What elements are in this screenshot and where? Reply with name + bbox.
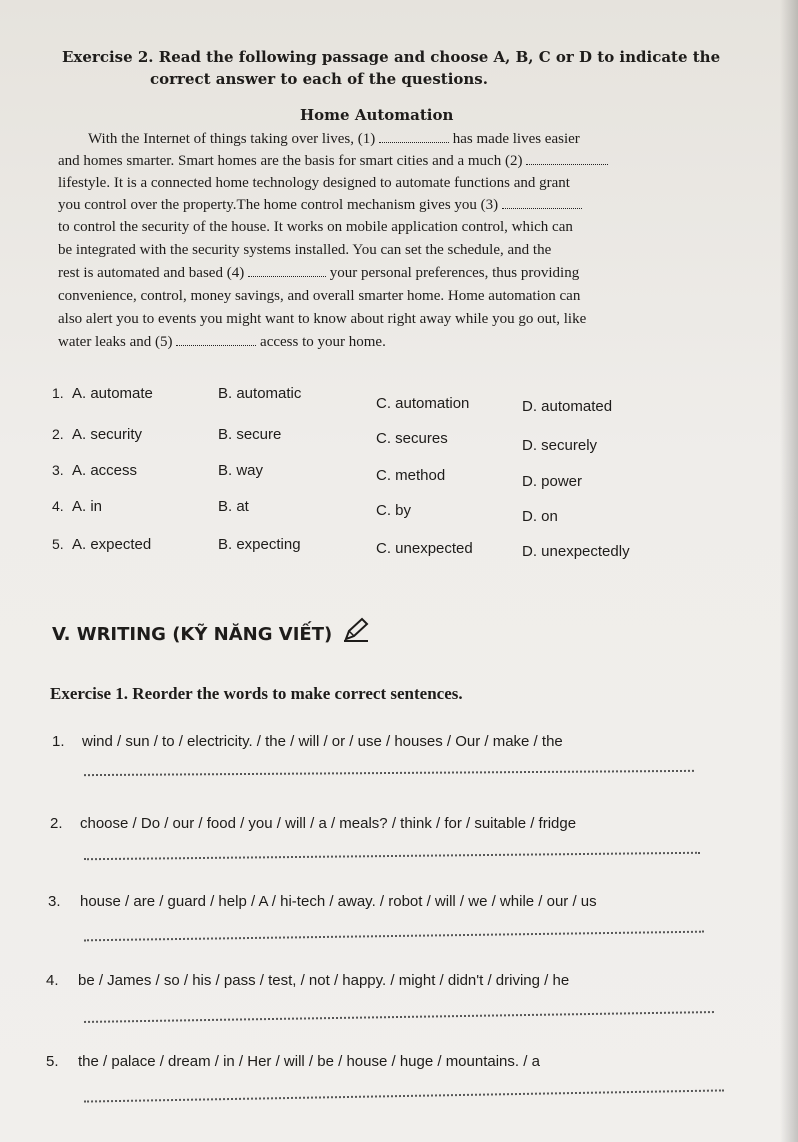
option-c[interactable]: C. unexpected	[376, 540, 473, 557]
answer-line[interactable]	[84, 931, 704, 942]
blank-5[interactable]	[176, 345, 256, 346]
passage-line: and homes smarter. Smart homes are the basis for smart cities and a much (2)	[58, 152, 608, 170]
option-d[interactable]: D. securely	[522, 437, 598, 454]
page-edge-shadow	[780, 0, 798, 1142]
option-b[interactable]: B. way	[218, 462, 264, 479]
blank-3[interactable]	[502, 208, 582, 209]
pencil-icon	[340, 615, 372, 645]
answer-line[interactable]	[84, 852, 700, 860]
option-a[interactable]: A. expected	[72, 536, 152, 553]
option-b[interactable]: B. at	[218, 498, 249, 515]
sentence-number: 3.	[48, 893, 61, 910]
sentence-words: wind / sun / to / electricity. / the / will / or / use / houses / Our / make / the	[82, 733, 563, 750]
question-number: 2.	[52, 426, 64, 442]
option-c[interactable]: C. secures	[376, 430, 448, 447]
passage-line: water leaks and (5) access to your home.	[58, 334, 386, 350]
option-c[interactable]: C. automation	[376, 395, 470, 412]
option-d[interactable]: D. unexpectedly	[522, 543, 630, 560]
sentence-number: 5.	[46, 1053, 59, 1070]
question-number: 3.	[52, 462, 64, 478]
passage-line: With the Internet of things taking over lives, (1) has made lives easier	[88, 131, 580, 147]
question-number: 1.	[52, 385, 64, 401]
option-a[interactable]: A. in	[72, 498, 103, 515]
exercise-2-title: Exercise 2. Read the following passage and choose A, B, C or D to indicate the	[62, 48, 721, 66]
option-b[interactable]: B. secure	[218, 426, 282, 443]
sentence-words: be / James / so / his / pass / test, / not / happy. / might / didn't / driving / he	[78, 972, 570, 989]
blank-4[interactable]	[248, 276, 326, 277]
sentence-number: 2.	[50, 815, 63, 832]
option-a[interactable]: A. security	[72, 426, 143, 443]
passage-line: also alert you to events you might want to know about right away while you go out, like	[58, 311, 587, 327]
sentence-words: the / palace / dream / in / Her / will / be / house / huge / mountains. / a	[78, 1053, 540, 1070]
blank-1[interactable]	[379, 142, 449, 143]
blank-2[interactable]	[526, 164, 608, 165]
sentence-number: 1.	[52, 733, 65, 750]
passage-line: lifestyle. It is a connected home technology designed to automate functions and grant	[58, 175, 570, 191]
passage-title: Home Automation	[300, 106, 454, 124]
question-number: 4.	[52, 498, 64, 514]
option-c[interactable]: C. by	[376, 502, 412, 519]
option-b[interactable]: B. expecting	[218, 536, 301, 553]
option-b[interactable]: B. automatic	[218, 385, 302, 402]
option-d[interactable]: D. on	[522, 508, 558, 525]
option-a[interactable]: A. automate	[72, 385, 153, 402]
writing-section-title: V. WRITING (KỸ NĂNG VIẾT)	[52, 624, 333, 645]
answer-line[interactable]	[84, 1089, 724, 1102]
question-number: 5.	[52, 536, 64, 552]
exercise-2-title-cont: correct answer to each of the questions.	[150, 70, 488, 88]
passage-line: you control over the property.The home control mechanism gives you (3)	[58, 196, 582, 214]
option-d[interactable]: D. power	[522, 473, 583, 490]
answer-line[interactable]	[84, 1011, 714, 1023]
passage-line: convenience, control, money savings, and overall smarter home. Home automation can	[58, 288, 581, 304]
exercise-1-title: Exercise 1. Reorder the words to make correct sentences.	[50, 684, 463, 703]
sentence-words: choose / Do / our / food / you / will / a / meals? / think / for / suitable / fridge	[80, 815, 577, 832]
sentence-number: 4.	[46, 972, 59, 989]
answer-line[interactable]	[84, 770, 694, 776]
passage-line: be integrated with the security systems installed. You can set the schedule, and the	[58, 242, 552, 258]
sentence-words: house / are / guard / help / A / hi-tech / away. / robot / will / we / while / our / us	[80, 893, 597, 910]
passage-line: to control the security of the house. It works on mobile application control, which can	[58, 219, 573, 235]
option-a[interactable]: A. access	[72, 462, 138, 479]
option-c[interactable]: C. method	[376, 467, 446, 484]
option-d[interactable]: D. automated	[522, 398, 613, 415]
passage-line: rest is automated and based (4) your personal preferences, thus providing	[58, 265, 580, 281]
